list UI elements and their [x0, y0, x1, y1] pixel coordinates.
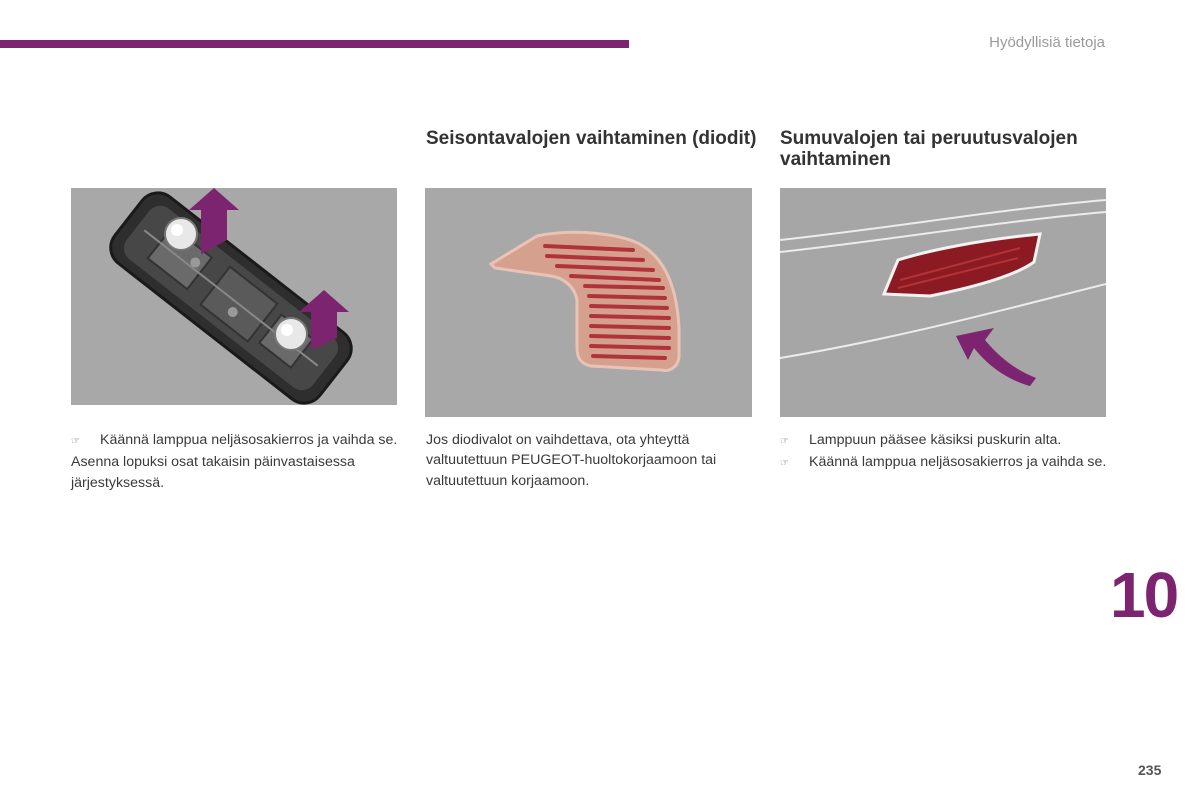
led-tail-light-icon: [425, 188, 752, 417]
pointing-hand-icon: ☞: [780, 436, 789, 447]
led-tail-light-figure: [425, 188, 752, 417]
section-title-led-lights: Seisontavalojen vaihtaminen (diodit): [426, 128, 757, 149]
led-lights-instructions: [426, 430, 746, 491]
lamp-holder-instructions: [71, 430, 401, 493]
rear-lamp-holder-icon: [71, 188, 397, 405]
fog-lights-instructions: [780, 430, 1110, 475]
page-number: 235: [1138, 762, 1162, 778]
fog-light-bumper-figure: [780, 188, 1106, 417]
list-item: [780, 452, 1110, 474]
list-item: [780, 430, 1110, 452]
instruction-text: Lamppuun pääsee käsiksi puskurin alta.: [809, 432, 1062, 448]
instruction-text: Käännä lamppua neljäsosakierros ja vaihda se.: [809, 454, 1107, 471]
instruction-paragraph: Asenna lopuksi osat takaisin päinvastaisessa järjestyksessä.: [71, 454, 355, 491]
instruction-paragraph: Jos diodivalot on vaihdettava, ota yhteyttä valtuutettuun PEUGEOT-huoltokorjaamoon tai valtuutettuun korjaamoon.: [426, 432, 717, 489]
chapter-number: 10: [1110, 559, 1178, 631]
pointing-hand-icon: ☞: [71, 436, 80, 447]
rear-fog-light-bumper-icon: [780, 188, 1106, 417]
instruction-text: Käännä lamppua neljäsosakierros ja vaihda se.: [100, 432, 398, 448]
section-title-fog-lights: Sumuvalojen tai peruutusvalojen vaihtaminen: [780, 128, 1078, 170]
running-header: Hyödyllisiä tietoja: [989, 34, 1105, 51]
list-item: [71, 430, 401, 452]
lamp-holder-figure: [71, 188, 397, 405]
header-accent-bar: [0, 40, 629, 48]
pointing-hand-icon: ☞: [780, 458, 789, 470]
